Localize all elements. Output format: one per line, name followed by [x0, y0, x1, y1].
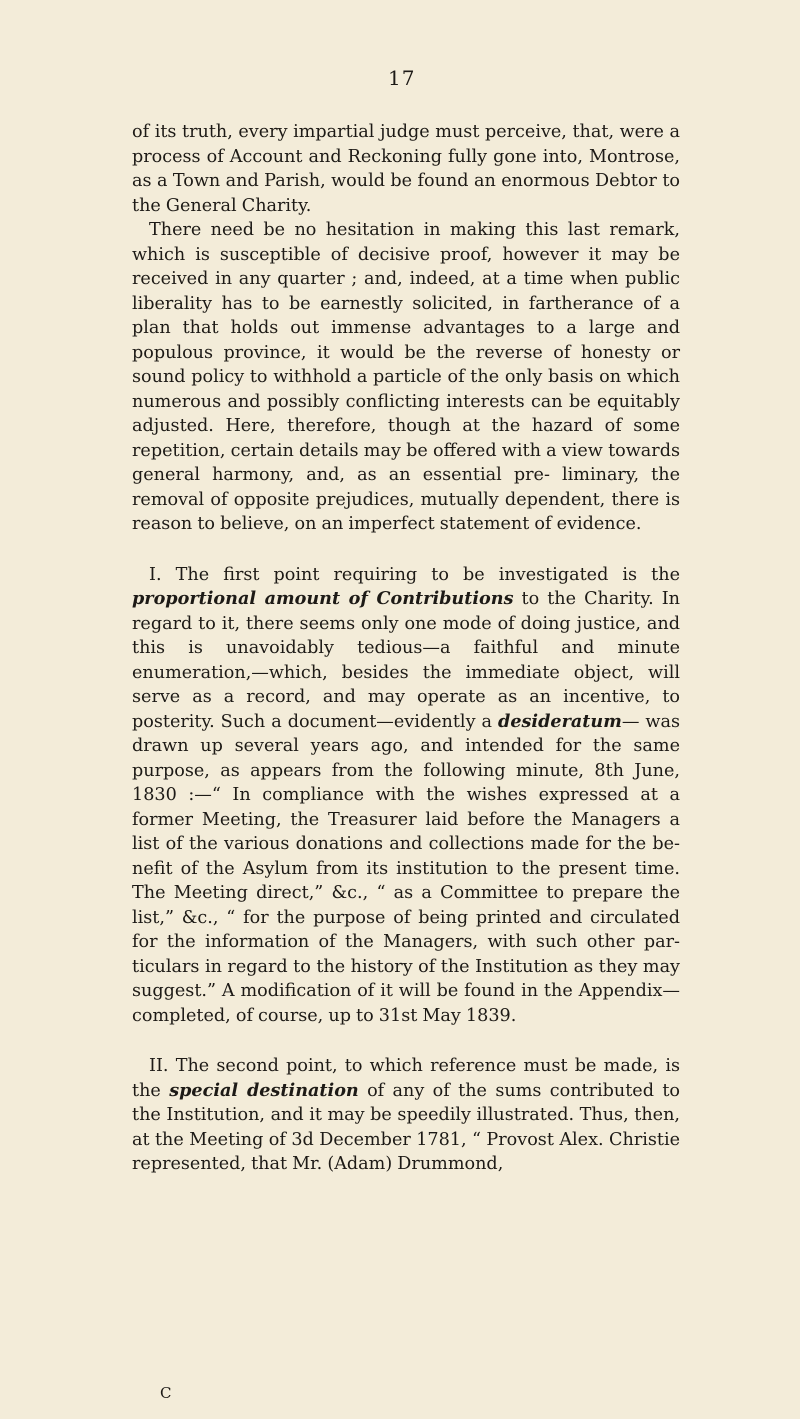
page-number: 17 — [388, 66, 416, 90]
paragraph-3 — [132, 563, 680, 1029]
paragraph-4-lead: II. The second point, to which reference must be made, is the — [132, 1056, 680, 1101]
paragraph-3-rest: — was drawn up several years ago, and intended for the same purpose, as appears from the following minute, 8th June, 1830 :—“ In compliance with the wishes expressed at a former Meeting, the Treasurer laid before the Managers a list of the various donations and collections made for the be- nefit of the Asylum from its institution to the present time. The Meeting direct,” &c., “ as a Committee to prepare the list,” &c., “ for the purpose of being printed and circulated for the information of the Managers, with such other par- ticulars in regard to the history of the Institution as they may suggest.” A modification of it will be found in the Appendix—completed, of course, up to 31st May 1839. — [132, 711, 681, 1026]
paragraph-4-rest: of any of the sums contributed to the Institution, and it may be speedily illustrated. Thus, then, at the Meeting of 3d December 1781, “ Provost Alex. Christie represented, that Mr. (Adam) Drummond, — [132, 1080, 681, 1174]
body-text — [132, 120, 680, 1177]
emphasis-special-destination: special destination — [169, 1079, 359, 1101]
emphasis-proportional-amount: proportional amount of Contributions — [132, 588, 514, 609]
paragraph-1: of its truth, every impartial judge must perceive, that, were a process of Account and Reckoning fully gone into, Montrose, as a Town and Parish, would be found an enormous Debtor to the General Charity. — [132, 122, 680, 216]
paragraph-3-middle: to the Charity. In regard to it, there seems only one mode of doing justice, and this is unavoidably tedious—a faithful and minute enumeration,—which, besides the immediate object, will serve as a record, and may operate as an incentive, to posterity. Such a document—evidently a — [132, 589, 681, 732]
signature-mark: C — [160, 1384, 172, 1402]
paragraph-3-lead: I. The first point requiring to be investigated is the — [149, 564, 680, 585]
paragraph-4 — [132, 1054, 680, 1177]
emphasis-desideratum: desideratum — [498, 710, 622, 732]
paragraph-2: There need be no hesitation in making this last remark, which is susceptible of decisive proof, however it may be received in any quarter ; and, indeed, at a time when public liberality has to be earnestly solicited, in fartherance of a plan that holds out immense advantages to a large and populous province, it would be the reverse of honesty or sound policy to withhold a particle of the only basis on which numerous and possibly conflicting interests can be equitably adjusted. Here, therefore, though at the hazard of some repetition, certain details may be offered with a view towards general harmony, and, as an essential pre- liminary, the removal of opposite prejudices, mutually dependent, there is reason to believe, on an imperfect statement of evidence. — [132, 220, 680, 534]
